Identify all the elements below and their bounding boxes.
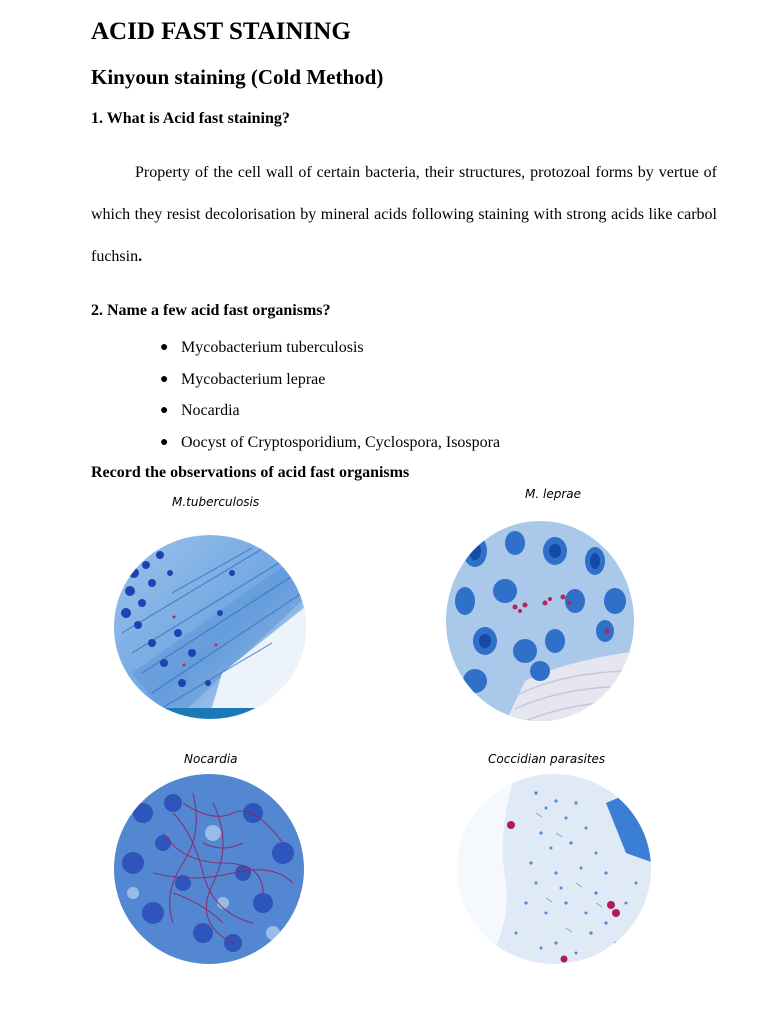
page-title: ACID FAST STAINING [91, 18, 351, 45]
answer-1-text: Property of the cell wall of certain bacteria, their structures, protozoal forms by vertue of which they resist decolorisation by mineral acids following staining with strong acids like carbol fuchsin [91, 164, 717, 265]
record-heading: Record the observations of acid fast organisms [91, 464, 410, 481]
list-item [160, 368, 500, 400]
question-1: 1. What is Acid fast staining? [91, 110, 290, 127]
organism-list [160, 336, 500, 462]
organism-label: Nocardia [181, 402, 240, 419]
bullet-icon: ● [160, 371, 169, 387]
question-2: 2. Name a few acid fast organisms? [91, 302, 331, 319]
caption-coccidian: Coccidian parasites [488, 752, 606, 766]
organism-label: Mycobacterium leprae [181, 370, 326, 388]
answer-1-end: . [138, 248, 143, 265]
organism-label: Mycobacterium tuberculosis [181, 339, 364, 356]
page-subtitle: Kinyoun staining (Cold Method) [91, 65, 384, 89]
bullet-icon: ● [160, 403, 169, 418]
bullet-icon: ● [160, 434, 169, 450]
caption-mleprae: M. leprae [525, 487, 581, 501]
bullet-icon: ● [160, 340, 169, 355]
organism-label: Oocyst of Cryptosporidium, Cyclospora, Isospora [181, 433, 501, 451]
list-item [160, 431, 500, 463]
micrograph-coccidian-icon [456, 773, 654, 967]
micrograph-mtuberculosis-icon [112, 533, 310, 725]
list-item [160, 399, 500, 431]
list-item [160, 336, 500, 368]
micrograph-mleprae-icon [445, 521, 637, 723]
answer-1-paragraph [91, 152, 717, 278]
caption-nocardia: Nocardia [184, 752, 238, 766]
caption-mtuberculosis: M.tuberculosis [172, 495, 260, 509]
micrograph-nocardia-icon [113, 773, 307, 967]
